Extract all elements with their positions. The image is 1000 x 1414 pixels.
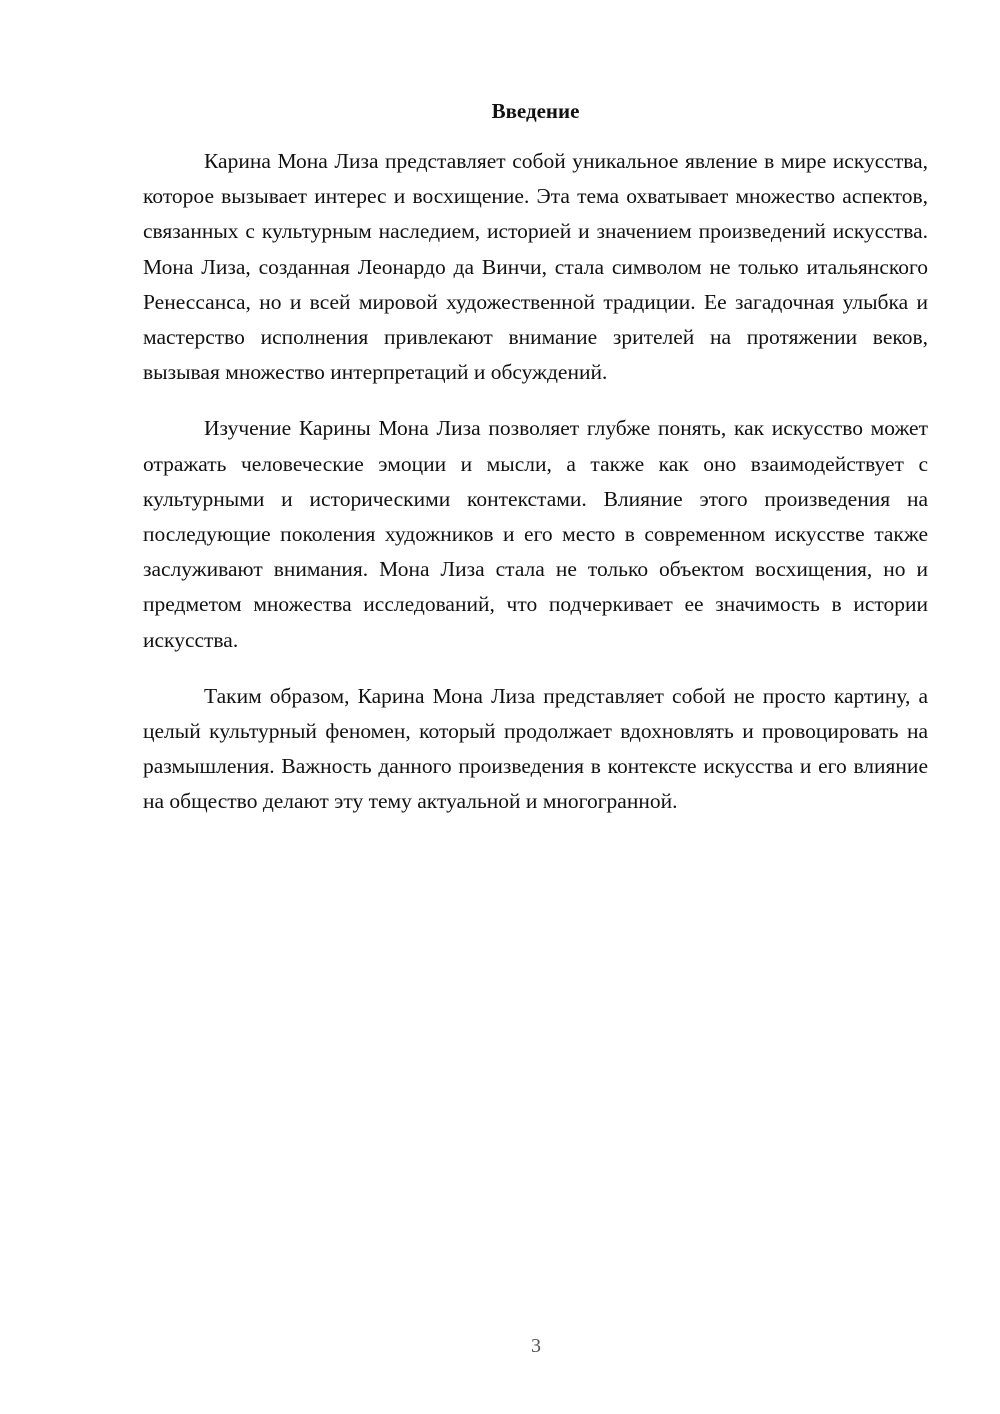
paragraph-2: Изучение Карины Мона Лиза позволяет глубже понять, как искусство может отражать человеческие эмоции и мысли, а также как оно взаимодействует с культурными и историческими контекстами. Влияние этого произведения на последующие поколения художников и его место в современном искусстве также заслуживают внимания. Мона Лиза стала не только объектом восхищения, но и предметом множества исследований, что подчеркивает ее значимость в истории искусства.	[143, 416, 928, 652]
paragraph-3: Таким образом, Карина Мона Лиза представляет собой не просто картину, а целый культурный феномен, который продолжает вдохновлять и провоцировать на размышления. Важность данного произведения в контексте искусства и его влияние на общество делают эту тему актуальной и многогранной.	[143, 683, 928, 814]
body-text	[143, 144, 928, 841]
page-number: 3	[531, 1335, 541, 1357]
paragraph-1: Карина Мона Лиза представляет собой уникальное явление в мире искусства, которое вызывает интерес и восхищение. Эта тема охватывает множество аспектов, связанных с культурным наследием, историей и значением произведений искусства. Мона Лиза, созданная Леонардо да Винчи, стала символом не только итальянского Ренессанса, но и всей мировой художественной традиции. Ее загадочная улыбка и мастерство исполнения привлекают внимание зрителей на протяжении веков, вызывая множество интерпретаций и обсуждений.	[143, 149, 928, 385]
section-heading: Введение	[491, 99, 580, 123]
